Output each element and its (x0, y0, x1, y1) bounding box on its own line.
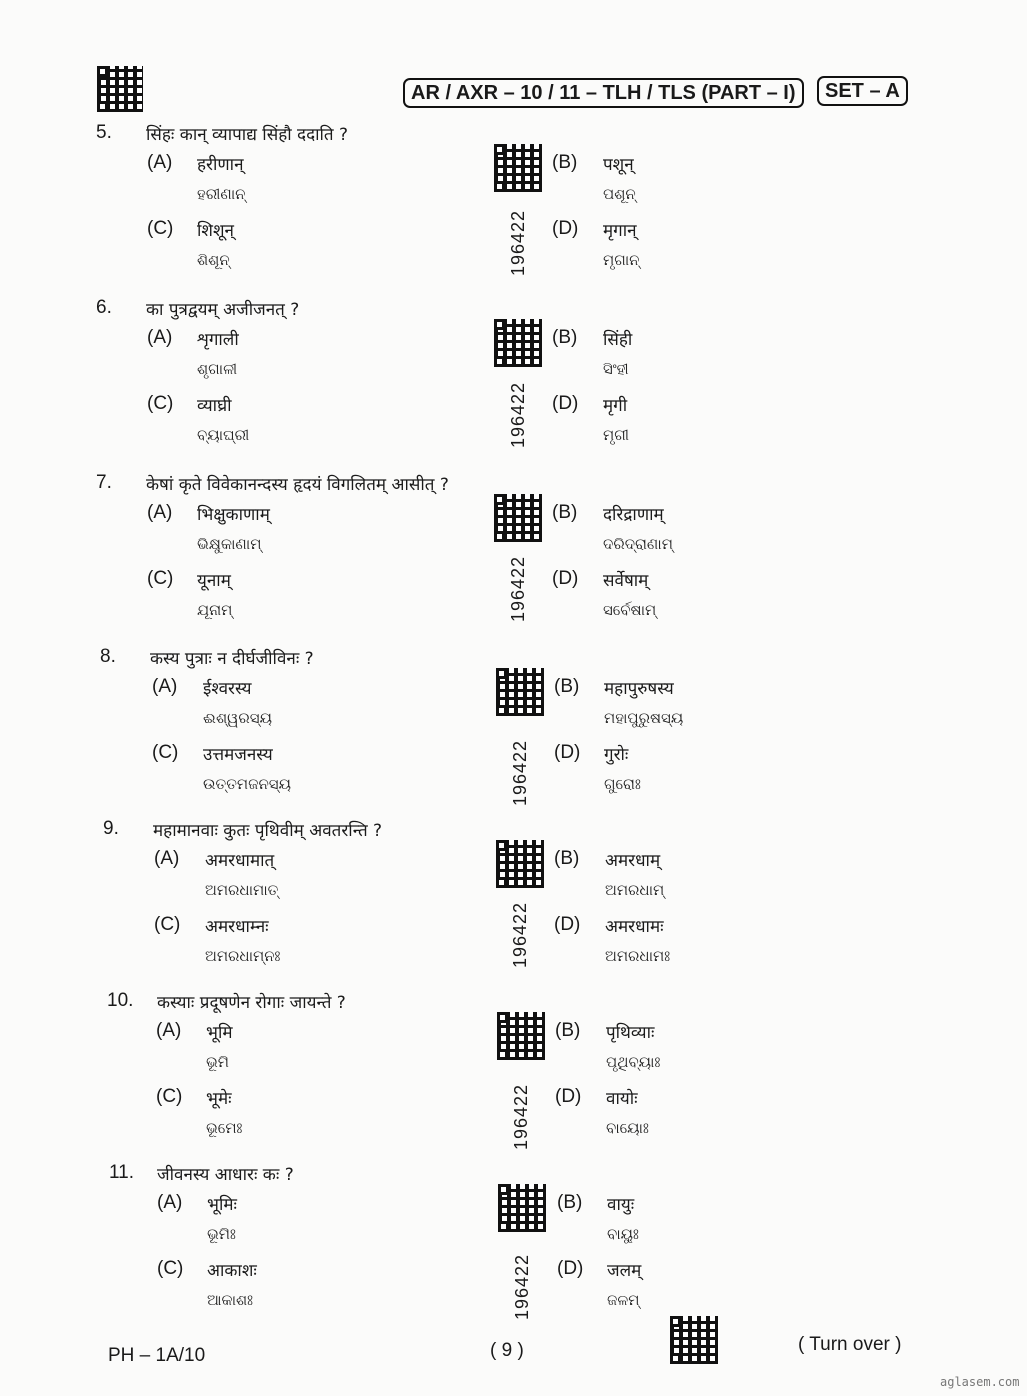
option-text-sanskrit: उत्तमजनस्य (203, 745, 273, 765)
option-letter[interactable]: (A) (147, 152, 173, 173)
question-text: कस्याः प्रदूषणेन रोगाः जायन्ते ? (157, 993, 346, 1013)
option-letter[interactable]: (D) (554, 742, 581, 763)
option-text-odia: ଉତ୍ତମଜନସ୍ୟ (203, 775, 291, 793)
option-letter[interactable]: (B) (554, 848, 580, 869)
option-text-sanskrit: भूमि (206, 1023, 233, 1043)
option-text-odia: ପୃଥିବ୍ୟାଃ (606, 1053, 661, 1071)
side-code-text: 196422 (508, 209, 528, 276)
qr-code-top-left-icon (97, 66, 143, 112)
option-letter[interactable]: (B) (554, 676, 580, 697)
option-text-odia: ସିଂହୀ (603, 360, 629, 378)
side-code-text: 196422 (510, 901, 530, 968)
option-text-sanskrit: अमरधाम् (605, 851, 661, 871)
footer-left-code: PH – 1A/10 (108, 1345, 206, 1366)
side-code-text: 196422 (510, 739, 530, 806)
watermark: aglasem.com (940, 1375, 1020, 1389)
option-text-odia: ଆକାଶଃ (207, 1291, 254, 1309)
turn-over-label: ( Turn over ) (798, 1334, 902, 1355)
option-letter[interactable]: (C) (156, 1086, 183, 1107)
option-text-odia: ଯୂନାମ୍ (197, 601, 233, 619)
option-text-sanskrit: सिंही (603, 330, 633, 350)
option-text-odia: ଅମରଧାମ୍ (605, 881, 665, 899)
option-letter[interactable]: (B) (552, 152, 578, 173)
option-text-odia: ଭୂମି (206, 1053, 230, 1071)
option-text-sanskrit: व्याघ्री (197, 396, 232, 416)
option-text-sanskrit: अमरधामः (605, 917, 664, 937)
option-text-sanskrit: शृगाली (197, 330, 239, 350)
question-number: 9. (103, 818, 119, 839)
option-letter[interactable]: (D) (552, 218, 579, 239)
option-letter[interactable]: (D) (554, 914, 581, 935)
option-letter[interactable]: (A) (152, 676, 178, 697)
option-text-sanskrit: पशून् (603, 155, 634, 175)
side-code-text: 196422 (512, 1253, 532, 1320)
question-number: 8. (100, 646, 116, 667)
option-text-odia: ଶିଶୂନ୍ (197, 251, 230, 269)
page-number: ( 9 ) (490, 1340, 524, 1361)
option-letter[interactable]: (C) (147, 568, 174, 589)
option-text-odia: ଭୂମେଃ (206, 1119, 243, 1137)
question-number: 7. (96, 472, 112, 493)
question-text: का पुत्रद्वयम् अजीजनत् ? (146, 300, 300, 320)
option-text-odia: ପଶୂନ୍ (603, 185, 636, 203)
option-letter[interactable]: (C) (152, 742, 179, 763)
option-letter[interactable]: (C) (147, 218, 174, 239)
option-text-odia: ଗୁରୋଃ (604, 775, 641, 793)
question-text: महामानवाः कुतः पृथिवीम् अवतरन्ति ? (153, 821, 383, 841)
option-letter[interactable]: (C) (154, 914, 181, 935)
option-text-odia: ସର୍ବେଷାମ୍ (603, 601, 657, 619)
option-text-odia: ଜଳମ୍ (607, 1291, 640, 1309)
option-text-sanskrit: जलम् (607, 1261, 642, 1281)
question-text: केषां कृते विवेकानन्दस्य हृदयं विगलितम् आसीत् ? (146, 475, 449, 495)
option-letter[interactable]: (D) (557, 1258, 584, 1279)
option-text-sanskrit: वायोः (606, 1089, 638, 1109)
option-text-sanskrit: वायुः (607, 1195, 635, 1215)
side-code-text: 196422 (508, 555, 528, 622)
question-text: कस्य पुत्राः न दीर्घजीविनः ? (150, 649, 314, 669)
qr-code-icon (494, 319, 542, 367)
option-text-sanskrit: भूमेः (206, 1089, 232, 1109)
option-letter[interactable]: (D) (552, 568, 579, 589)
option-text-sanskrit: मृगी (603, 396, 628, 416)
option-letter[interactable]: (B) (552, 327, 578, 348)
option-text-odia: ମୃଗୀ (603, 426, 630, 444)
option-letter[interactable]: (A) (154, 848, 180, 869)
option-letter[interactable]: (D) (555, 1086, 582, 1107)
option-text-sanskrit: अमरधामात् (205, 851, 275, 871)
option-text-odia: ମହାପୁରୁଷସ୍ୟ (604, 709, 684, 727)
question-number: 5. (96, 122, 112, 143)
option-text-odia: ବାୟୁଃ (607, 1225, 639, 1243)
option-text-odia: ଈଶ୍ୱରସ୍ୟ (203, 709, 272, 727)
option-text-odia: ବାୟୋଃ (606, 1119, 649, 1137)
question-number: 6. (96, 297, 112, 318)
option-letter[interactable]: (A) (147, 327, 173, 348)
qr-code-icon (498, 1184, 546, 1232)
question-number: 10. (107, 990, 134, 1011)
option-text-sanskrit: भूमिः (207, 1195, 237, 1215)
option-text-sanskrit: सर्वेषाम् (603, 571, 649, 591)
option-letter[interactable]: (B) (557, 1192, 583, 1213)
option-text-odia: ବ୍ୟାଘ୍ରୀ (197, 426, 250, 444)
option-text-sanskrit: अमरधाम्नः (205, 917, 269, 937)
option-text-odia: ଦରିଦ୍ରାଣାମ୍ (603, 535, 673, 553)
question-text: जीवनस्य आधारः कः ? (157, 1165, 294, 1185)
option-text-sanskrit: ईश्वरस्य (203, 679, 252, 699)
option-letter[interactable]: (D) (552, 393, 579, 414)
option-text-odia: ଶୃଗାଳୀ (197, 360, 238, 378)
qr-code-icon (497, 1012, 545, 1060)
option-text-odia: ଭୂମିଃ (207, 1225, 236, 1243)
qr-code-icon (494, 494, 542, 542)
option-text-odia: ଅମରଧାମାତ୍ (205, 881, 279, 899)
option-text-odia: ହରୀଣାନ୍ (197, 185, 246, 203)
question-number: 11. (109, 1162, 135, 1183)
option-letter[interactable]: (A) (156, 1020, 182, 1041)
option-letter[interactable]: (A) (157, 1192, 183, 1213)
option-text-sanskrit: मृगान् (603, 221, 637, 241)
option-text-sanskrit: हरीणान् (197, 155, 244, 175)
option-letter[interactable]: (B) (555, 1020, 581, 1041)
option-letter[interactable]: (B) (552, 502, 578, 523)
option-text-sanskrit: पृथिव्याः (606, 1023, 655, 1043)
side-code-text: 196422 (508, 381, 528, 448)
option-text-odia: ଅମରଧାମଃ (605, 947, 671, 965)
option-letter[interactable]: (C) (147, 393, 174, 414)
option-text-odia: ମୃଗାନ୍ (603, 251, 640, 269)
option-letter[interactable]: (C) (157, 1258, 184, 1279)
qr-code-icon (496, 840, 544, 888)
side-code-text: 196422 (511, 1083, 531, 1150)
option-text-odia: ଅମରଧାମ୍ନଃ (205, 947, 281, 965)
question-text: सिंहः कान् व्यापाद्य सिंहौ ददाति ? (146, 125, 349, 145)
qr-code-icon (494, 144, 542, 192)
qr-code-icon (496, 668, 544, 716)
option-text-sanskrit: शिशून् (197, 221, 234, 241)
option-text-sanskrit: महापुरुषस्य (604, 679, 674, 699)
option-text-sanskrit: गुरोः (604, 745, 629, 765)
option-letter[interactable]: (A) (147, 502, 173, 523)
option-text-odia: ଭିକ୍ଷୁକାଣାମ୍ (197, 535, 262, 553)
set-label: SET – A (817, 76, 908, 106)
paper-code-header: AR / AXR – 10 / 11 – TLH / TLS (PART – I) (403, 78, 804, 108)
option-text-sanskrit: यूनाम् (197, 571, 231, 591)
option-text-sanskrit: आकाशः (207, 1261, 257, 1281)
qr-code-footer-icon (670, 1316, 718, 1364)
option-text-sanskrit: दरिद्राणाम् (603, 505, 664, 525)
option-text-sanskrit: भिक्षुकाणाम् (197, 505, 270, 525)
